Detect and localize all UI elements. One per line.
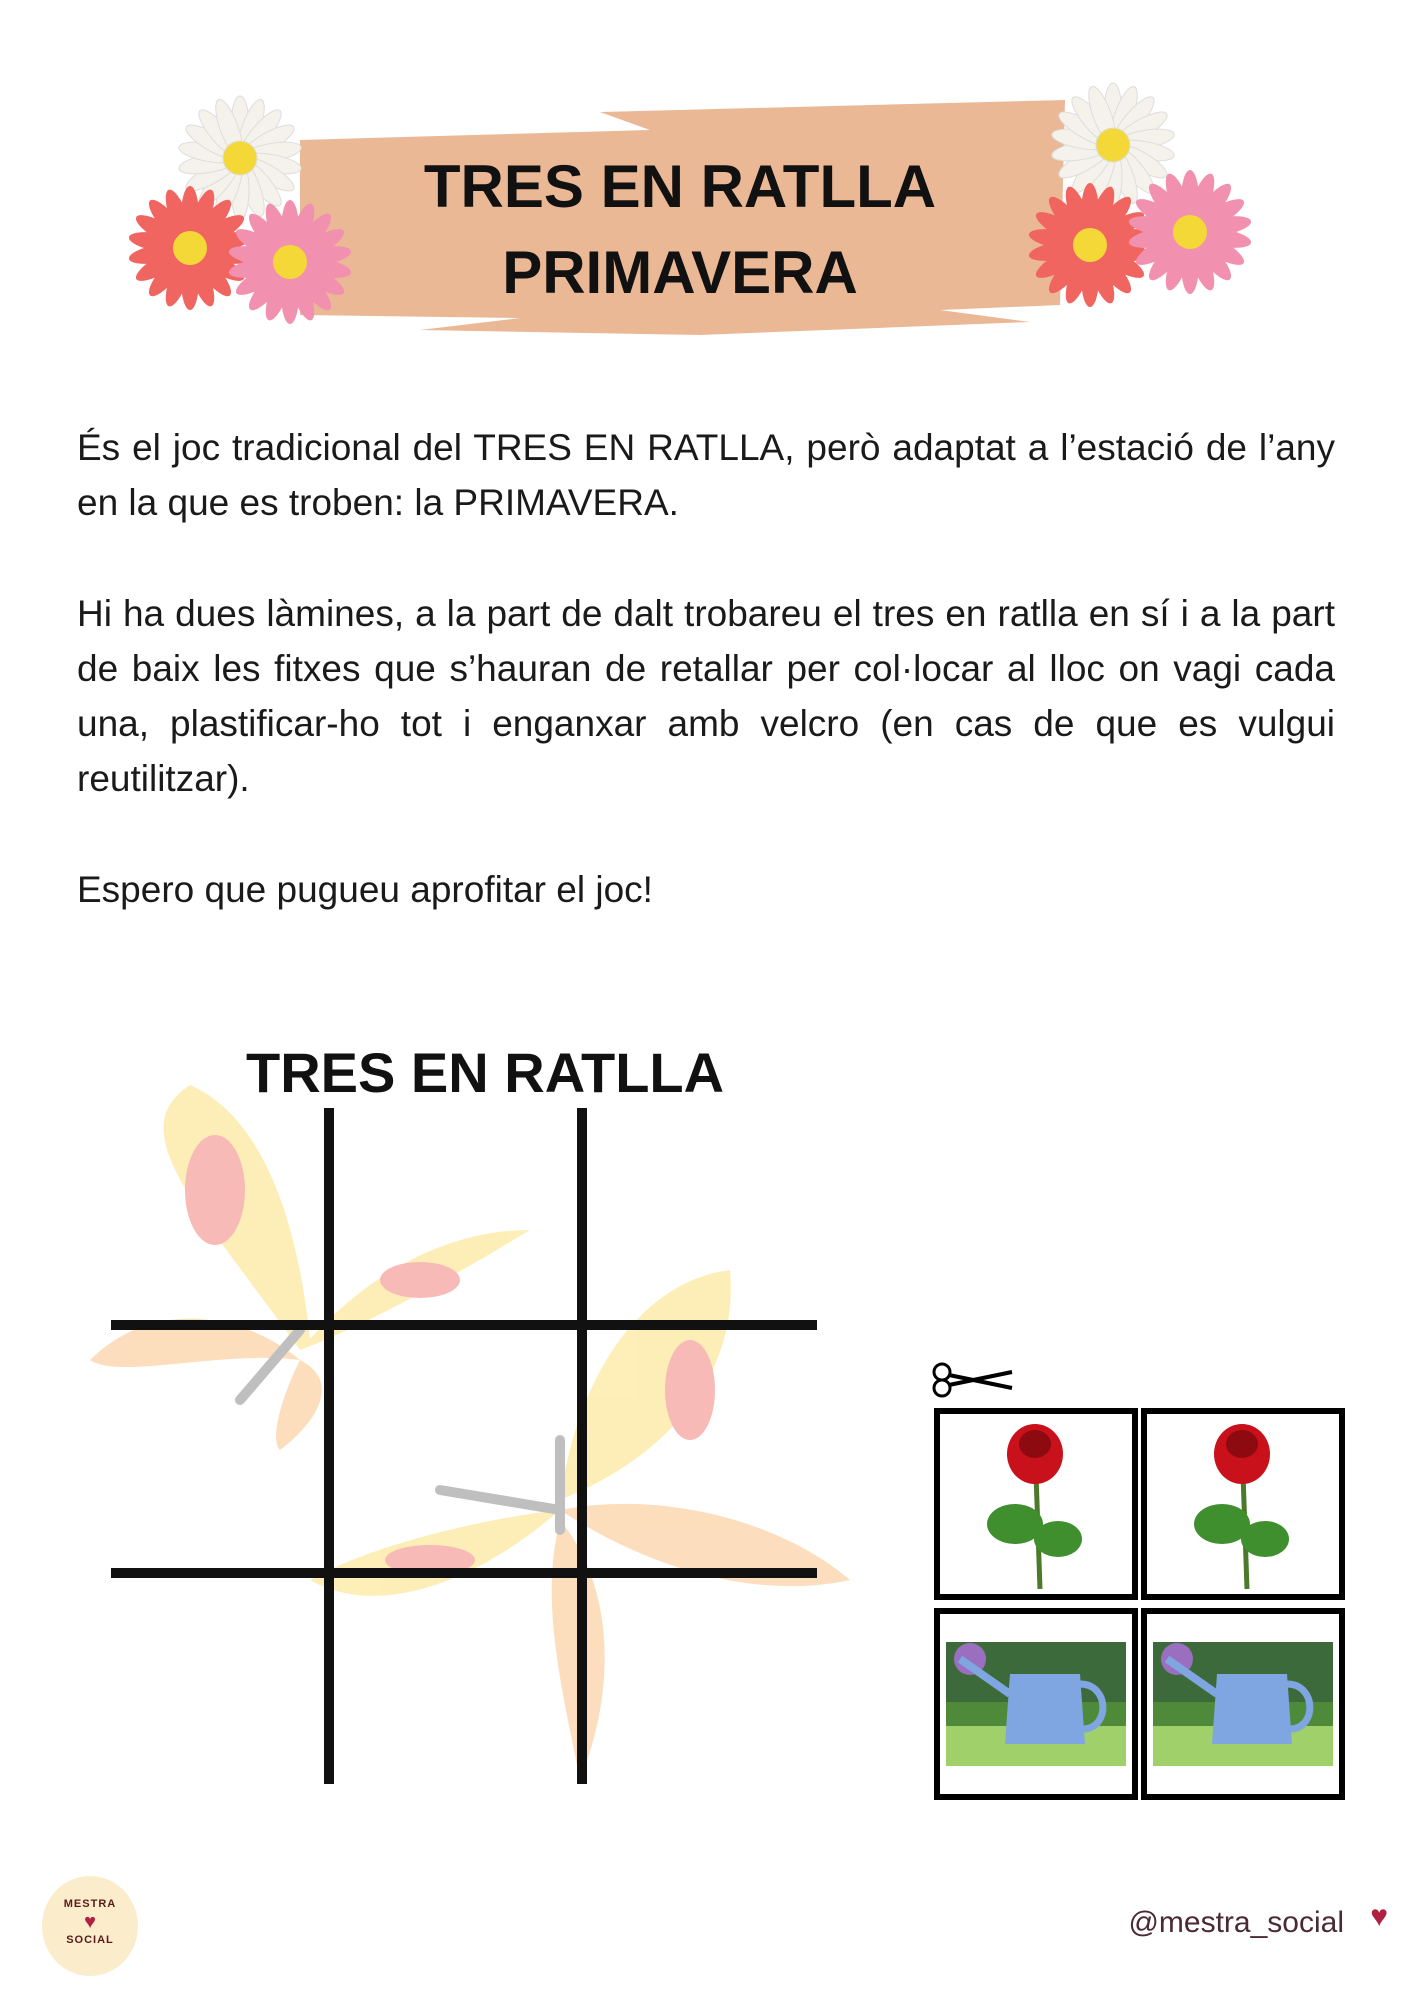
grid-line-horizontal-2 — [111, 1568, 817, 1578]
rose-icon — [940, 1414, 1132, 1594]
grid-line-vertical-1 — [324, 1108, 334, 1784]
piece-card-rose-1[interactable] — [934, 1408, 1138, 1600]
piece-card-rose-2[interactable] — [1141, 1408, 1345, 1600]
butterfly-icon — [90, 1085, 530, 1450]
logo-figure-icon: ♥ — [84, 1911, 96, 1933]
board-title: TRES EN RATLLA — [246, 1041, 725, 1104]
mestra-social-logo — [42, 1876, 138, 1976]
teacher-avatar-icon: ♥ — [1370, 1900, 1388, 1933]
piece-card-watering-can-2[interactable] — [1141, 1608, 1345, 1800]
grid-line-vertical-2 — [577, 1108, 587, 1784]
logo-text-top: MESTRA — [63, 1898, 117, 1910]
page-title-line1: TRES EN RATLLA — [423, 153, 937, 220]
watering-can-icon — [1147, 1614, 1339, 1794]
logo-text-bottom: SOCIAL — [66, 1934, 114, 1946]
watering-can-icon — [940, 1614, 1132, 1794]
page-title-line2: PRIMAVERA — [502, 239, 858, 306]
instructions-paragraph: Hi ha dues làmines, a la part de dalt trobareu el tres en ratlla en sí i a la part de baix les fitxes que s’hauran de retallar per col·locar al lloc on vagi cada una, plastificar-ho tot i enganxar amb velcro (en cas de que es vulgui reutilitzar). — [77, 593, 1335, 799]
social-handle: @mestra_social — [1128, 1906, 1344, 1939]
intro-paragraph: És el joc tradicional del TRES EN RATLLA, però adaptat a l’estació de l’any en la que es troben: la PRIMAVERA. — [77, 427, 1335, 523]
grid-line-horizontal-1 — [111, 1320, 817, 1330]
scissors-icon — [932, 1362, 1016, 1398]
tic-tac-toe-board — [0, 1060, 900, 1820]
piece-card-watering-can-1[interactable] — [934, 1608, 1138, 1800]
closing-paragraph: Espero que pugueu aprofitar el joc! — [77, 869, 653, 910]
rose-icon — [1147, 1414, 1339, 1594]
